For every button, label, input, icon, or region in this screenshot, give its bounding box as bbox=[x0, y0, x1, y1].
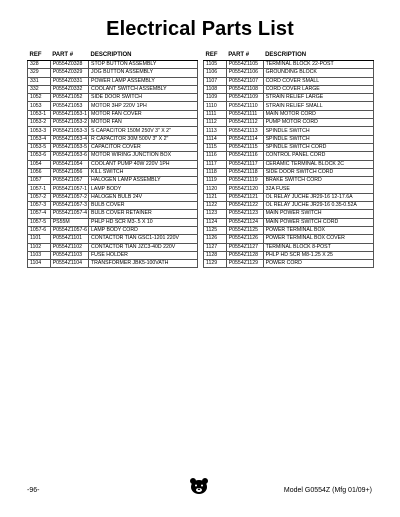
table-row bbox=[204, 235, 374, 243]
description-cell: TERMINAL BLOCK 22-POST bbox=[263, 61, 373, 69]
part-number-cell: P0554Z1114 bbox=[226, 135, 263, 143]
part-header: PART # bbox=[226, 51, 263, 61]
table-row bbox=[28, 218, 198, 226]
description-cell: HALOGEN BULB 24V bbox=[89, 193, 198, 201]
description-cell: CORD COVER LARGE bbox=[263, 85, 373, 93]
table-row bbox=[28, 202, 198, 210]
page-title: Electrical Parts List bbox=[106, 18, 294, 40]
description-cell: MOTOR FAN bbox=[89, 119, 198, 127]
ref-cell: 1128 bbox=[204, 251, 227, 259]
description-cell: MOTOR 3HP 220V 1PH bbox=[89, 102, 198, 110]
description-cell: CAPACITOR COVER bbox=[89, 143, 198, 151]
ref-cell: 1053-1 bbox=[28, 110, 51, 118]
table-row bbox=[204, 218, 374, 226]
description-cell: BRAKE SWITCH CORD bbox=[263, 177, 373, 185]
ref-cell: 1104 bbox=[28, 260, 51, 268]
description-cell: PUMP MOTOR CORD bbox=[263, 119, 373, 127]
table-row bbox=[28, 193, 198, 201]
part-number-cell: P0554Z1105 bbox=[226, 61, 263, 69]
part-number-cell: P0554Z1053-1 bbox=[50, 110, 88, 118]
description-cell: BULB COVER RETAINER bbox=[89, 210, 198, 218]
model-info: Model G0554Z (Mfg 01/09+) bbox=[283, 487, 372, 494]
part-number-cell: P0554Z1057-3 bbox=[50, 202, 88, 210]
ref-cell: 1122 bbox=[204, 202, 227, 210]
ref-cell: 1105 bbox=[204, 61, 227, 69]
description-cell: STRAIN RELIEF LARGE bbox=[263, 94, 373, 102]
table-row bbox=[28, 119, 198, 127]
description-cell: MAIN MOTOR CORD bbox=[263, 110, 373, 118]
ref-cell: 1120 bbox=[204, 185, 227, 193]
ref-cell: 1110 bbox=[204, 102, 227, 110]
ref-cell: 1116 bbox=[204, 152, 227, 160]
description-cell: OL RELAY JUCHE JR29-16 0.35-0.52A bbox=[263, 202, 373, 210]
ref-cell: 1108 bbox=[204, 85, 227, 93]
ref-cell: 1052 bbox=[28, 94, 51, 102]
table-row bbox=[204, 61, 374, 69]
description-cell: S CAPACITOR 150M 250V 3" X 2" bbox=[89, 127, 198, 135]
part-number-cell: P0554Z1056 bbox=[50, 168, 88, 176]
table-row bbox=[204, 168, 374, 176]
ref-cell: 1057 bbox=[28, 177, 51, 185]
ref-cell: 1057-1 bbox=[28, 185, 51, 193]
ref-cell: 1057-6 bbox=[28, 226, 51, 234]
table-row bbox=[204, 210, 374, 218]
table-row bbox=[204, 85, 374, 93]
description-cell: CONTROL PANEL CORD bbox=[263, 152, 373, 160]
part-number-cell: P0554Z1128 bbox=[226, 251, 263, 259]
ref-cell: 1118 bbox=[204, 168, 227, 176]
table-row bbox=[204, 160, 374, 168]
ref-cell: 1057-5 bbox=[28, 218, 51, 226]
table-header-row bbox=[204, 51, 374, 61]
ref-cell: 1112 bbox=[204, 119, 227, 127]
ref-cell: 1123 bbox=[204, 210, 227, 218]
ref-cell: 332 bbox=[28, 85, 51, 93]
description-cell: SPINDLE SWITCH bbox=[263, 135, 373, 143]
ref-cell: 1053 bbox=[28, 102, 51, 110]
part-number-cell: P0554Z1053-4 bbox=[50, 135, 88, 143]
ref-cell: 1115 bbox=[204, 143, 227, 151]
part-number-cell: P0554Z1053-6 bbox=[50, 152, 88, 160]
description-header: DESCRIPTION bbox=[89, 51, 198, 61]
description-header: DESCRIPTION bbox=[263, 51, 373, 61]
part-number-cell: P0554Z1053 bbox=[50, 102, 88, 110]
ref-cell: 1117 bbox=[204, 160, 227, 168]
part-number-cell: PS55M bbox=[50, 218, 88, 226]
table-row bbox=[28, 110, 198, 118]
description-cell: CONTACTOR TIAN GSC1-1201 220V bbox=[89, 235, 198, 243]
table-row bbox=[204, 226, 374, 234]
table-row bbox=[28, 251, 198, 259]
part-number-cell: P0554Z1124 bbox=[226, 218, 263, 226]
part-number-cell: P0554Z1107 bbox=[226, 77, 263, 85]
table-row bbox=[204, 177, 374, 185]
part-number-cell: P0554Z1053-3 bbox=[50, 127, 88, 135]
part-number-cell: P0554Z1057 bbox=[50, 177, 88, 185]
part-number-cell: P0554Z1122 bbox=[226, 202, 263, 210]
table-row bbox=[28, 226, 198, 234]
part-number-cell: P0554Z0332 bbox=[50, 85, 88, 93]
description-cell: POWER LAMP ASSEMBLY bbox=[89, 77, 198, 85]
table-row bbox=[28, 85, 198, 93]
table-row bbox=[28, 102, 198, 110]
ref-cell: 1057-4 bbox=[28, 210, 51, 218]
part-number-cell: P0554Z1115 bbox=[226, 143, 263, 151]
ref-cell: 1124 bbox=[204, 218, 227, 226]
ref-cell: 1057-3 bbox=[28, 202, 51, 210]
description-cell: POWER CORD bbox=[263, 260, 373, 268]
part-number-cell: P0554Z1120 bbox=[226, 185, 263, 193]
description-cell: LAMP BODY bbox=[89, 185, 198, 193]
table-row bbox=[28, 177, 198, 185]
table-row bbox=[28, 127, 198, 135]
ref-cell: 328 bbox=[28, 61, 51, 69]
part-number-cell: P0554Z1106 bbox=[226, 69, 263, 77]
ref-cell: 1125 bbox=[204, 226, 227, 234]
part-number-cell: P0554Z0328 bbox=[50, 61, 88, 69]
part-number-cell: P0554Z1057-4 bbox=[50, 210, 88, 218]
ref-cell: 1101 bbox=[28, 235, 51, 243]
part-number-cell: P0554Z1127 bbox=[226, 243, 263, 251]
table-row bbox=[28, 210, 198, 218]
ref-cell: 1121 bbox=[204, 193, 227, 201]
ref-cell: 1053-3 bbox=[28, 127, 51, 135]
table-row bbox=[28, 243, 198, 251]
part-number-cell: P0554Z1119 bbox=[226, 177, 263, 185]
description-cell: PHLP HD SCR M8-1.25 X 25 bbox=[263, 251, 373, 259]
ref-cell: 1053-5 bbox=[28, 143, 51, 151]
parts-table-left bbox=[27, 51, 198, 268]
description-cell: OL RELAY JUCHE JR29-16 12-17.6A bbox=[263, 193, 373, 201]
description-cell: KILL SWITCH bbox=[89, 168, 198, 176]
table-row bbox=[204, 110, 374, 118]
part-header: PART # bbox=[50, 51, 88, 61]
description-cell: 32A FUSE bbox=[263, 185, 373, 193]
ref-cell: 1107 bbox=[204, 77, 227, 85]
description-cell: SPINDLE SWITCH CORD bbox=[263, 143, 373, 151]
ref-cell: 1111 bbox=[204, 110, 227, 118]
ref-cell: 1106 bbox=[204, 69, 227, 77]
description-cell: FUSE HOLDER bbox=[89, 251, 198, 259]
part-number-cell: P0554Z1121 bbox=[226, 193, 263, 201]
table-row bbox=[204, 185, 374, 193]
table-row bbox=[204, 202, 374, 210]
ref-cell: 1129 bbox=[204, 260, 227, 268]
table-row bbox=[204, 127, 374, 135]
description-cell: STRAIN RELIEF SMALL bbox=[263, 102, 373, 110]
table-row bbox=[204, 94, 374, 102]
table-row bbox=[28, 69, 198, 77]
description-cell: SIDE DOOR SWITCH CORD bbox=[263, 168, 373, 176]
ref-cell: 331 bbox=[28, 77, 51, 85]
part-number-cell: P0554Z1123 bbox=[226, 210, 263, 218]
description-cell: CERAMIC TERMINAL BLOCK 2C bbox=[263, 160, 373, 168]
description-cell: MOTOR FAN COVER bbox=[89, 110, 198, 118]
description-cell: COOLANT SWITCH ASSEMBLY bbox=[89, 85, 198, 93]
table-row bbox=[204, 77, 374, 85]
part-number-cell: P0554Z1057-6 bbox=[50, 226, 88, 234]
ref-cell: 1126 bbox=[204, 235, 227, 243]
ref-cell: 1053-6 bbox=[28, 152, 51, 160]
description-cell: HALOGEN LAMP ASSEMBLY bbox=[89, 177, 198, 185]
description-cell: PHLP HD SCR M3-.5 X 10 bbox=[89, 218, 198, 226]
table-row bbox=[28, 185, 198, 193]
part-number-cell: P0554Z0331 bbox=[50, 77, 88, 85]
table-row bbox=[204, 251, 374, 259]
description-cell: MAIN POWER SWITCH CORD bbox=[263, 218, 373, 226]
ref-cell: 1127 bbox=[204, 243, 227, 251]
description-cell: BULB COVER bbox=[89, 202, 198, 210]
part-number-cell: P0554Z1112 bbox=[226, 119, 263, 127]
part-number-cell: P0554Z1108 bbox=[226, 85, 263, 93]
part-number-cell: P0554Z1126 bbox=[226, 235, 263, 243]
table-row bbox=[204, 69, 374, 77]
part-number-cell: P0554Z1103 bbox=[50, 251, 88, 259]
description-cell: STOP BUTTON ASSEMBLY bbox=[89, 61, 198, 69]
description-cell: POWER TERMINAL BOX COVER bbox=[263, 235, 373, 243]
description-cell: MOTOR WIRING JUNCTION BOX bbox=[89, 152, 198, 160]
description-cell: R CAPACITOR 30M 500V 3" X 2" bbox=[89, 135, 198, 143]
page-number: -96- bbox=[27, 487, 40, 494]
part-number-cell: P0554Z1054 bbox=[50, 160, 88, 168]
ref-cell: 1102 bbox=[28, 243, 51, 251]
ref-cell: 329 bbox=[28, 69, 51, 77]
table-row bbox=[204, 193, 374, 201]
description-cell: SPINDLE SWITCH bbox=[263, 127, 373, 135]
part-number-cell: P0554Z1053-5 bbox=[50, 143, 88, 151]
description-cell: POWER TERMINAL BOX bbox=[263, 226, 373, 234]
ref-header: REF bbox=[28, 51, 51, 61]
table-row bbox=[28, 235, 198, 243]
table-row bbox=[28, 94, 198, 102]
table-row bbox=[28, 77, 198, 85]
description-cell: CONTACTOR TIAN JZC3-40D 220V bbox=[89, 243, 198, 251]
description-cell: SIDE DOOR SWITCH bbox=[89, 94, 198, 102]
table-row bbox=[204, 119, 374, 127]
part-number-cell: P0554Z1053-2 bbox=[50, 119, 88, 127]
parts-table-right bbox=[203, 51, 374, 268]
part-number-cell: P0554Z1110 bbox=[226, 102, 263, 110]
ref-cell: 1109 bbox=[204, 94, 227, 102]
part-number-cell: P0554Z1125 bbox=[226, 226, 263, 234]
part-number-cell: P0554Z1109 bbox=[226, 94, 263, 102]
table-header-row bbox=[28, 51, 198, 61]
ref-cell: 1113 bbox=[204, 127, 227, 135]
table-row bbox=[28, 143, 198, 151]
description-cell: TRANSFORMER JBK5-100VATH bbox=[89, 260, 198, 268]
table-row bbox=[204, 243, 374, 251]
ref-cell: 1057-2 bbox=[28, 193, 51, 201]
description-cell: COOLANT PUMP 40W 220V 1PH bbox=[89, 160, 198, 168]
table-row bbox=[28, 135, 198, 143]
part-number-cell: P0554Z1057-1 bbox=[50, 185, 88, 193]
table-row bbox=[28, 152, 198, 160]
part-number-cell: P0554Z1117 bbox=[226, 160, 263, 168]
ref-cell: 1053-2 bbox=[28, 119, 51, 127]
description-cell: MAIN POWER SWITCH bbox=[263, 210, 373, 218]
ref-cell: 1114 bbox=[204, 135, 227, 143]
ref-cell: 1053-4 bbox=[28, 135, 51, 143]
part-number-cell: P0554Z1102 bbox=[50, 243, 88, 251]
table-row bbox=[28, 260, 198, 268]
table-row bbox=[204, 143, 374, 151]
table-row bbox=[204, 152, 374, 160]
table-row bbox=[28, 61, 198, 69]
table-row bbox=[28, 168, 198, 176]
description-cell: LAMP BODY CORD bbox=[89, 226, 198, 234]
ref-cell: 1056 bbox=[28, 168, 51, 176]
table-row bbox=[204, 102, 374, 110]
part-number-cell: P0554Z1111 bbox=[226, 110, 263, 118]
part-number-cell: P0554Z1116 bbox=[226, 152, 263, 160]
table-row bbox=[28, 160, 198, 168]
part-number-cell: P0554Z1113 bbox=[226, 127, 263, 135]
description-cell: CORD COVER SMALL bbox=[263, 77, 373, 85]
part-number-cell: P0554Z0329 bbox=[50, 69, 88, 77]
table-row bbox=[204, 135, 374, 143]
description-cell: GROUNDING BLOCK bbox=[263, 69, 373, 77]
table-row bbox=[204, 260, 374, 268]
description-cell: JOG BUTTON ASSEMBLY bbox=[89, 69, 198, 77]
description-cell: TERMINAL BLOCK 8-POST bbox=[263, 243, 373, 251]
part-number-cell: P0554Z1129 bbox=[226, 260, 263, 268]
ref-header: REF bbox=[204, 51, 227, 61]
part-number-cell: P0554Z1104 bbox=[50, 260, 88, 268]
part-number-cell: P0554Z1101 bbox=[50, 235, 88, 243]
ref-cell: 1119 bbox=[204, 177, 227, 185]
bear-head-icon bbox=[189, 477, 209, 495]
ref-cell: 1103 bbox=[28, 251, 51, 259]
part-number-cell: P0554Z1057-2 bbox=[50, 193, 88, 201]
ref-cell: 1054 bbox=[28, 160, 51, 168]
part-number-cell: P0554Z1118 bbox=[226, 168, 263, 176]
part-number-cell: P0554Z1052 bbox=[50, 94, 88, 102]
